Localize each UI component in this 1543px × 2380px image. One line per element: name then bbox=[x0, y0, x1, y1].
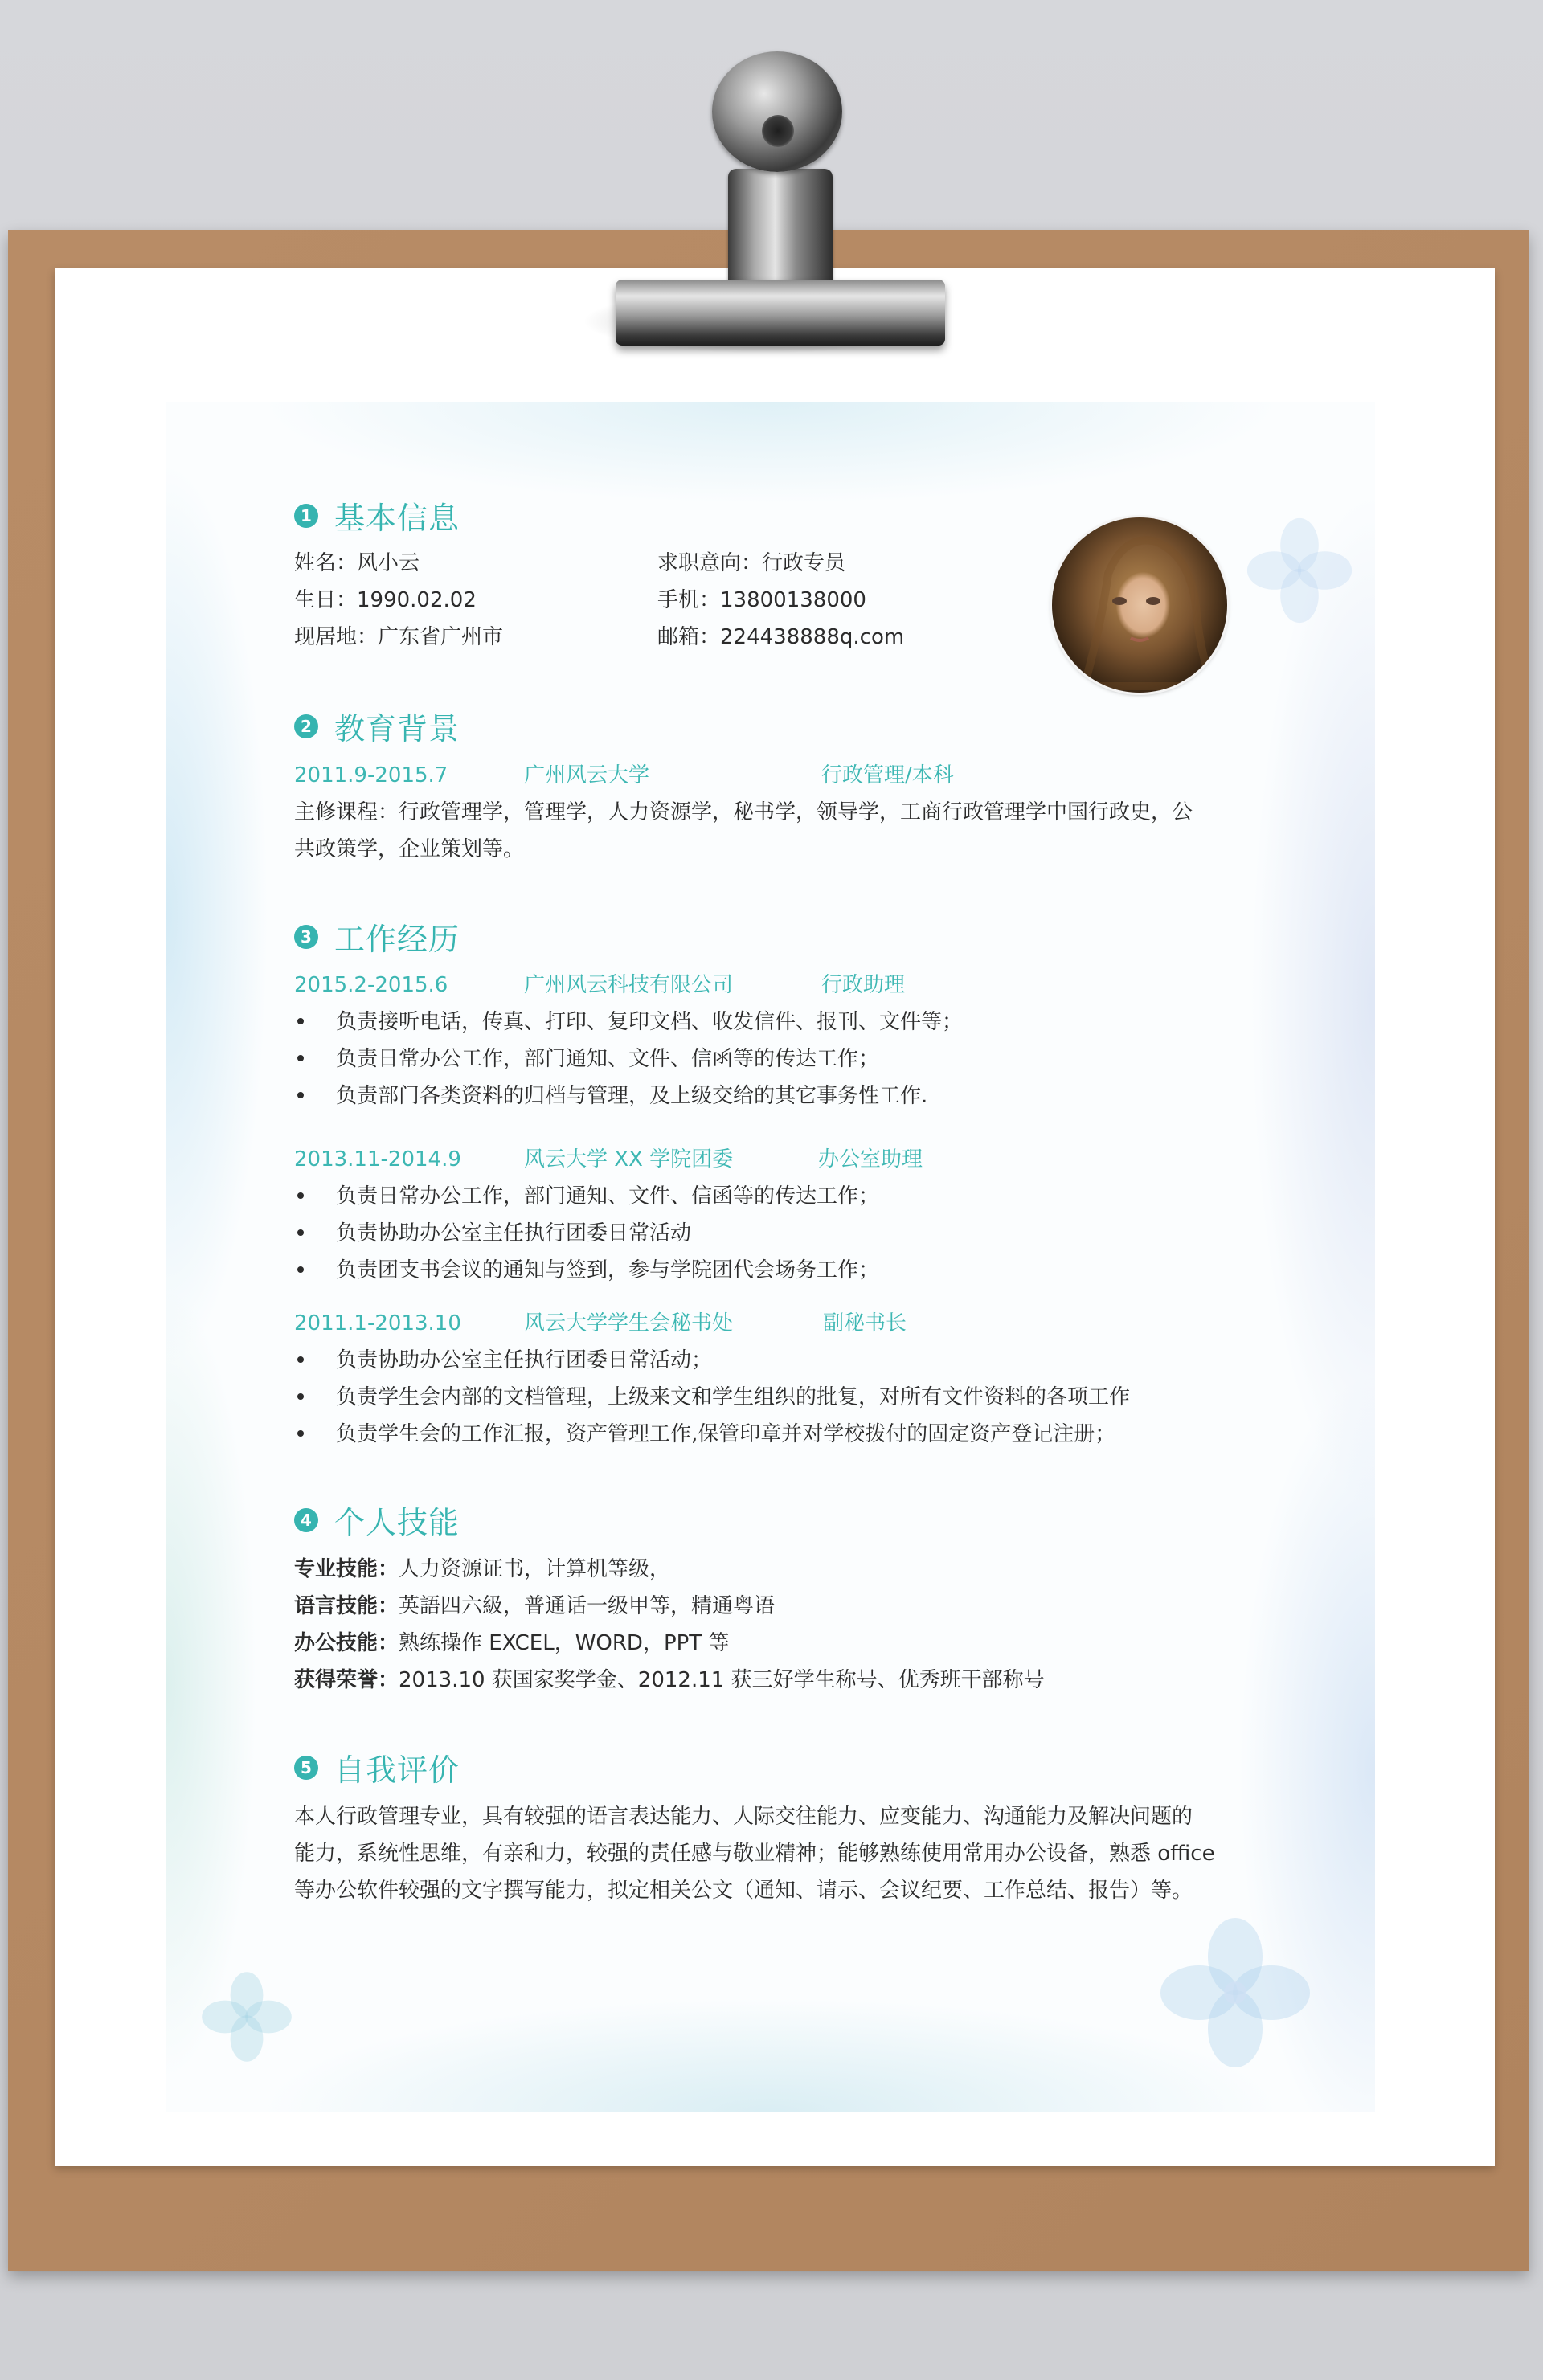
job-role: 办公室助理 bbox=[818, 1147, 923, 1172]
section-number-badge: 1 bbox=[294, 504, 318, 528]
section-header-education bbox=[294, 704, 460, 748]
skill-row bbox=[294, 1662, 1045, 1699]
section-header-work bbox=[294, 914, 460, 959]
job-org: 广州风云科技有限公司 bbox=[524, 973, 734, 997]
job-role: 副秘书长 bbox=[823, 1311, 907, 1335]
job-intent-field: 求职意向：行政专员 bbox=[657, 551, 846, 575]
education-school: 广州风云大学 bbox=[524, 763, 650, 787]
section-title: 教育背景 bbox=[334, 711, 460, 746]
job-duty: 负责部门各类资料的归档与管理，及上级交给的其它事务性工作. bbox=[336, 1084, 928, 1108]
residence-field: 现居地：广东省广州市 bbox=[294, 625, 504, 649]
profile-photo bbox=[1052, 517, 1227, 693]
section-title: 工作经历 bbox=[334, 922, 460, 957]
section-title: 个人技能 bbox=[334, 1505, 460, 1540]
section-number-badge: 5 bbox=[294, 1756, 318, 1780]
job-period: 2011.1-2013.10 bbox=[294, 1311, 461, 1335]
bullet-dot bbox=[297, 1393, 304, 1400]
section-header-basic-info bbox=[294, 493, 460, 538]
job-duty: 负责学生会内部的文档管理，上级来文和学生组织的批复，对所有文件资料的各项工作 bbox=[336, 1385, 1131, 1409]
phone-field: 手机：13800138000 bbox=[657, 588, 866, 612]
birthday-field: 生日：1990.02.02 bbox=[294, 588, 477, 612]
job-duty: 负责协助办公室主任执行团委日常活动 bbox=[336, 1221, 692, 1245]
job-duty: 负责日常办公工作，部门通知、文件、信函等的传达工作； bbox=[336, 1047, 880, 1071]
job-org: 风云大学学生会秘书处 bbox=[524, 1311, 734, 1335]
job-duty: 负责团支书会议的通知与签到，参与学院团代会场务工作； bbox=[336, 1258, 880, 1282]
job-role: 行政助理 bbox=[821, 973, 906, 997]
job-duty: 负责学生会的工作汇报，资产管理工作,保管印章并对学校拨付的固定资产登记注册； bbox=[336, 1422, 1116, 1446]
skill-value: 2013.10 获国家奖学金、2012.11 获三好学生称号、优秀班干部称号 bbox=[399, 1668, 1045, 1692]
section-number-badge: 4 bbox=[294, 1508, 318, 1532]
skill-value: 英語四六級，普通话一级甲等，精通粤语 bbox=[399, 1594, 776, 1618]
job-org: 风云大学 XX 学院团委 bbox=[524, 1147, 734, 1172]
skill-label: 获得荣誉： bbox=[294, 1668, 399, 1692]
education-major: 行政管理/本科 bbox=[821, 763, 954, 787]
skill-label: 语言技能： bbox=[294, 1594, 399, 1618]
bullet-dot bbox=[297, 1430, 304, 1437]
skill-label: 办公技能： bbox=[294, 1631, 399, 1655]
skill-label: 专业技能： bbox=[294, 1557, 399, 1581]
section-title: 基本信息 bbox=[334, 501, 460, 536]
bullet-dot bbox=[297, 1018, 304, 1024]
section-title: 自我评价 bbox=[334, 1752, 460, 1788]
skill-row bbox=[294, 1551, 670, 1588]
section-header-skills bbox=[294, 1498, 460, 1542]
job-duty: 负责接听电话，传真、打印、复印文档、收发信件、报刊、文件等； bbox=[336, 1010, 964, 1034]
email-field: 邮箱：224438888q.com bbox=[657, 625, 905, 649]
job-period: 2013.11-2014.9 bbox=[294, 1147, 461, 1172]
section-header-self-evaluation bbox=[294, 1745, 460, 1789]
job-duty: 负责协助办公室主任执行团委日常活动； bbox=[336, 1348, 713, 1372]
bullet-dot bbox=[297, 1055, 304, 1061]
self-evaluation-text: 本人行政管理专业，具有较强的语言表达能力、人际交往能力、应变能力、沟通能力及解决问题的 bbox=[294, 1805, 1193, 1829]
job-period: 2015.2-2015.6 bbox=[294, 973, 448, 997]
self-evaluation-text: 等办公软件较强的文字撰写能力，拟定相关公文（通知、请示、会议纪要、工作总结、报告）等。 bbox=[294, 1879, 1193, 1903]
job-duty: 负责日常办公工作，部门通知、文件、信函等的传达工作； bbox=[336, 1184, 880, 1208]
courses-text: 主修课程：行政管理学，管理学，人力资源学，秘书学，领导学，工商行政管理学中国行政史，公 bbox=[294, 800, 1193, 824]
bullet-dot bbox=[297, 1192, 304, 1199]
name-field: 姓名：风小云 bbox=[294, 551, 420, 575]
section-number-badge: 2 bbox=[294, 714, 318, 738]
section-number-badge: 3 bbox=[294, 925, 318, 949]
self-evaluation-text: 能力，系统性思维，有亲和力，较强的责任感与敬业精神；能够熟练使用常用办公设备，熟悉 office bbox=[294, 1842, 1215, 1866]
skill-row bbox=[294, 1625, 729, 1662]
skill-row bbox=[294, 1588, 775, 1625]
education-period: 2011.9-2015.7 bbox=[294, 763, 448, 787]
bullet-dot bbox=[297, 1356, 304, 1363]
skill-value: 熟练操作 EXCEL，WORD，PPT 等 bbox=[399, 1631, 730, 1655]
courses-text: 共政策学，企业策划等。 bbox=[294, 837, 525, 861]
bullet-dot bbox=[297, 1266, 304, 1273]
bullet-dot bbox=[297, 1092, 304, 1098]
skill-value: 人力资源证书，计算机等级， bbox=[399, 1557, 671, 1581]
bullet-dot bbox=[297, 1229, 304, 1236]
